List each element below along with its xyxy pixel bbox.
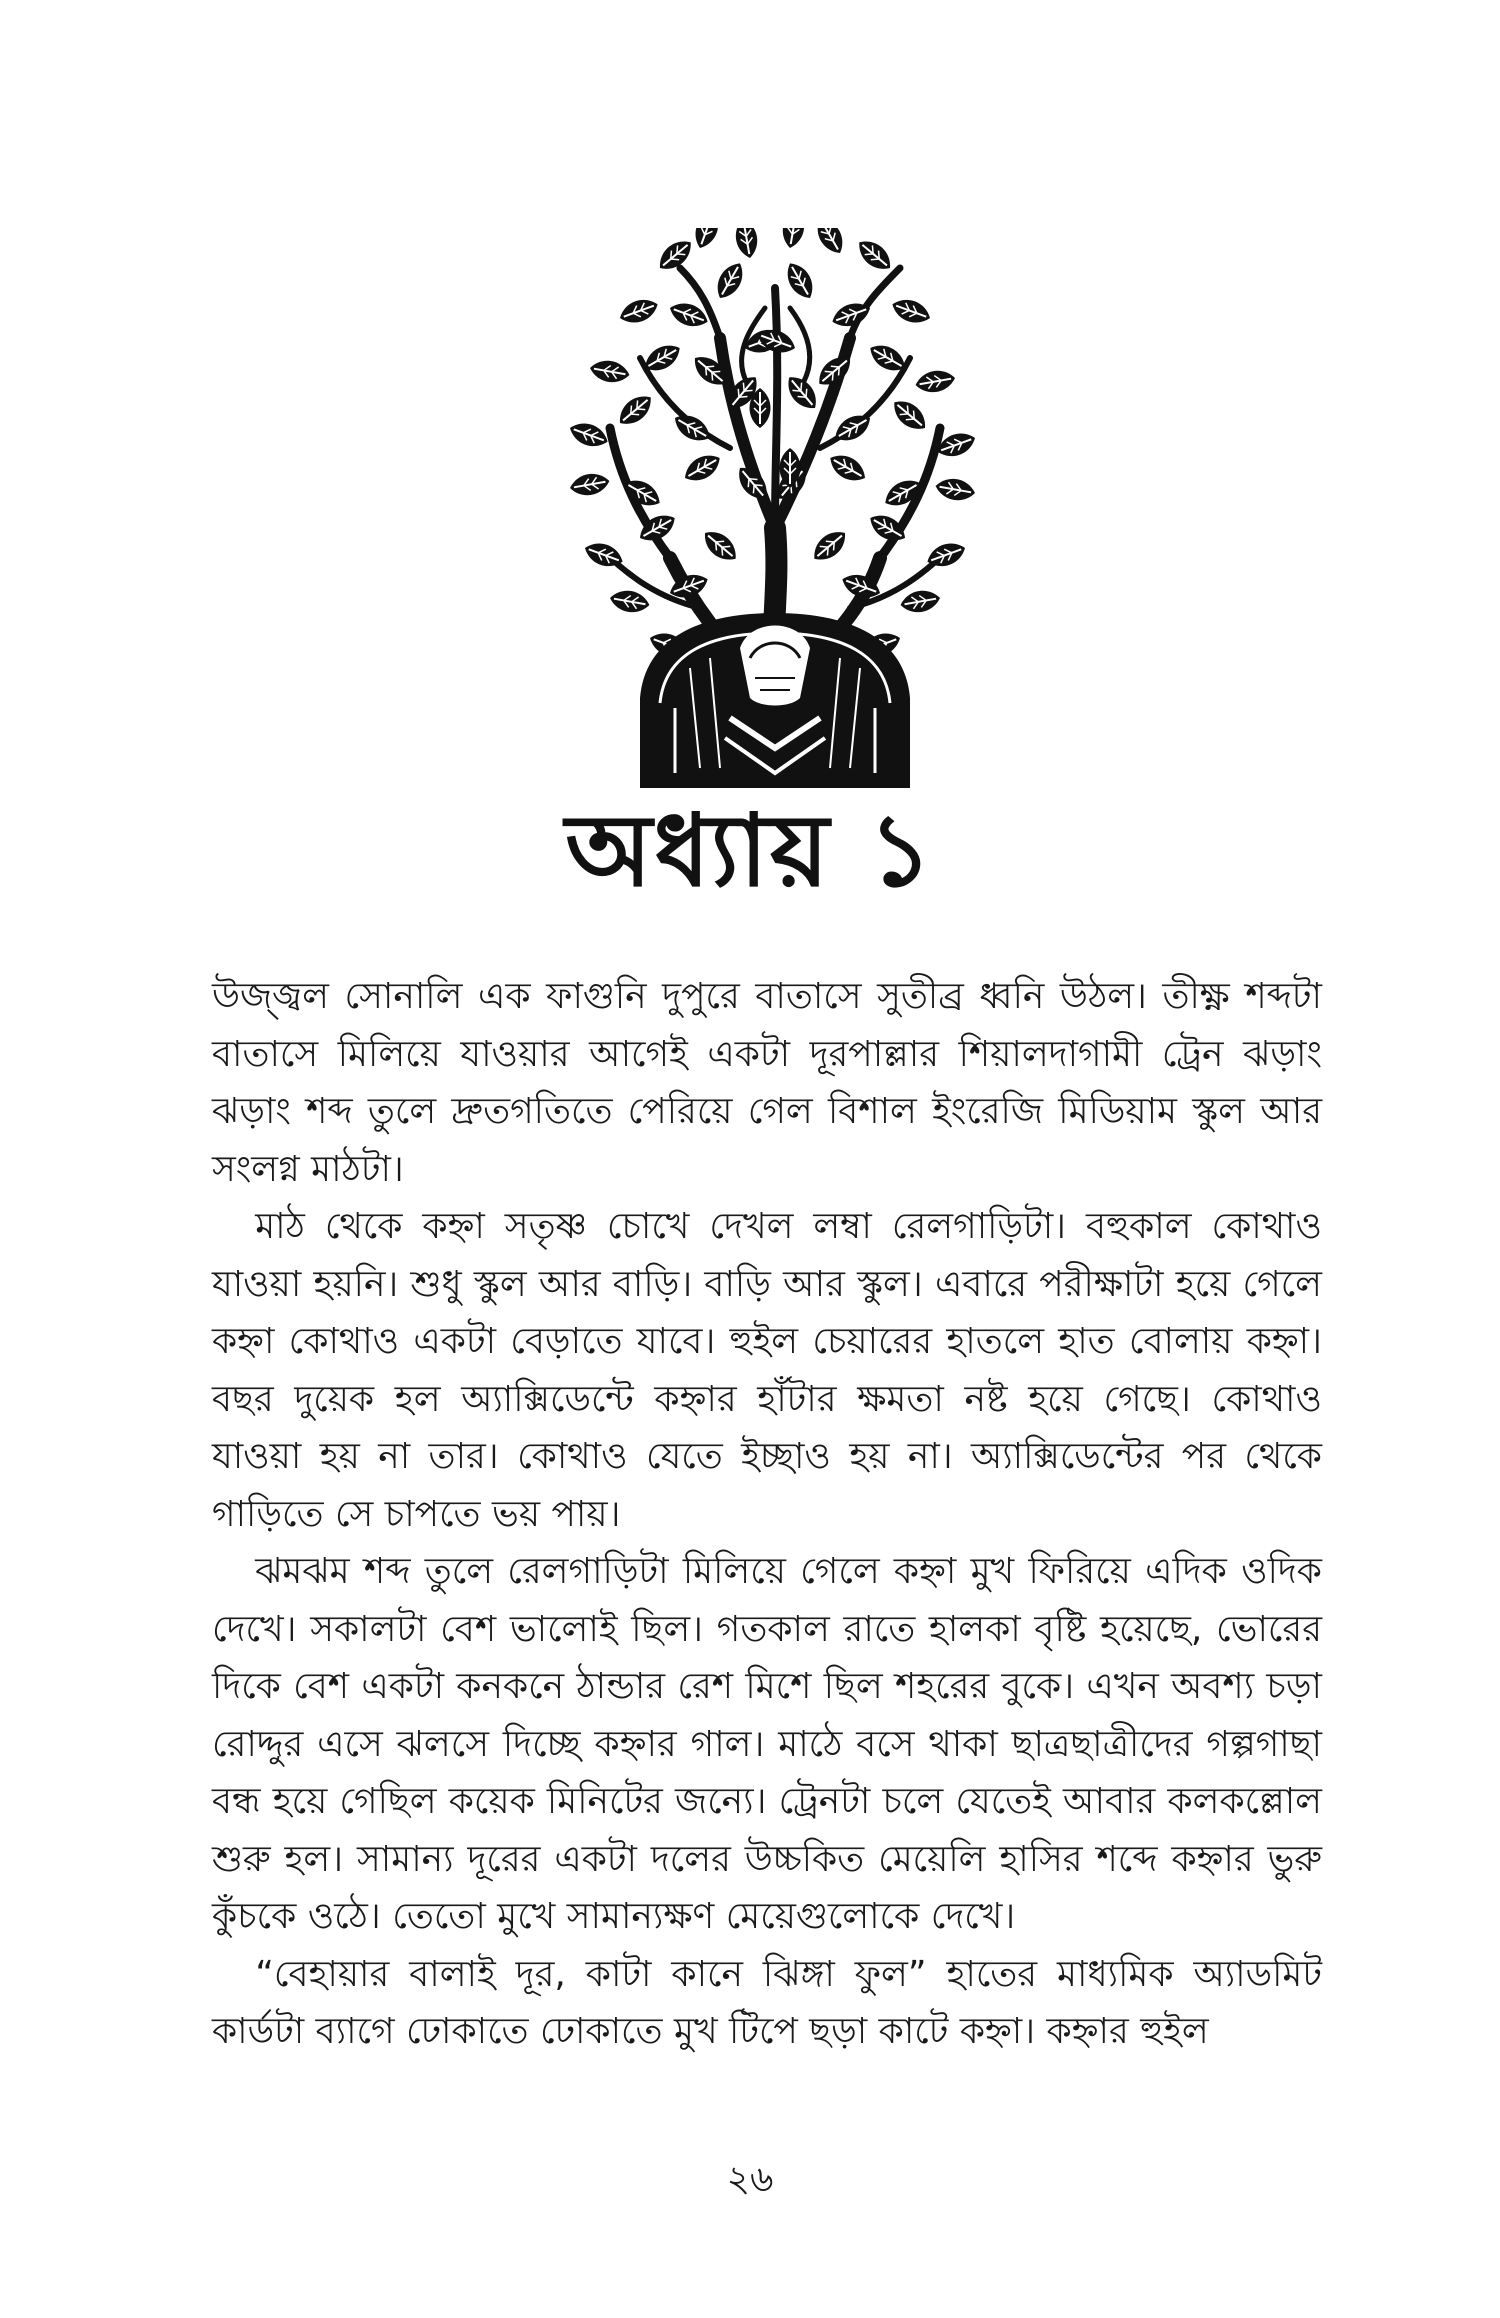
body-text (212, 968, 1322, 2061)
page-number: ২৬ (726, 2159, 774, 2200)
paragraph: “বেহায়ার বালাই দূর, কাটা কানে ঝিঙ্গা ফুল” হাতের মাধ্যমিক অ্যাডমিট কার্ডটা ব্যাগে ঢোকাতে ঢোকাতে মুখ টিপে ছড়া কাটে কহ্না। কহ্নার হুইল (212, 1953, 1322, 2052)
paragraph: মাঠ থেকে কহ্না সতৃষ্ণ চোখে দেখল লম্বা রেলগাড়িটা। বহুকাল কোথাও যাওয়া হয়নি। শুধু স্কুল আর বাড়ি। বাড়ি আর স্কুল। এবারে পরীক্ষাটা হয়ে গেলে কহ্না কোথাও একটা বেড়াতে যাবে। হুইল চেয়ারের হাতলে হাত বোলায় কহ্না। বছর দুয়েক হল অ্যাক্সিডেন্টে কহ্নার হাঁটার ক্ষমতা নষ্ট হয়ে গেছে। কোথাও যাওয়া হয় না তার। কোথাও যেতে ইচ্ছাও হয় না। অ্যাক্সিডেন্টের পর থেকে গাড়িতে সে চাপতে ভয় পায়। (212, 1206, 1322, 1535)
paragraph: উজ্জ্বল সোনালি এক ফাগুনি দুপুরে বাতাসে সুতীব্র ধ্বনি উঠল। তীক্ষ্ণ শব্দটা বাতাসে মিলিয়ে যাওয়ার আগেই একটা দূরপাল্লার শিয়ালদাগামী ট্রেন ঝড়াং ঝড়াং শব্দ তুলে দ্রুতগতিতে পেরিয়ে গেল বিশাল ইংরেজি মিডিয়াম স্কুল আর সংলগ্ন মাঠটা। (212, 976, 1322, 1190)
paragraph: ঝমঝম শব্দ তুলে রেলগাড়িটা মিলিয়ে গেলে কহ্না মুখ ফিরিয়ে এদিক ওদিক দেখে। সকালটা বেশ ভালোই ছিল। গতকাল রাতে হালকা বৃষ্টি হয়েছে, ভোরের দিকে বেশ একটা কনকনে ঠান্ডার রেশ মিশে ছিল শহরের বুকে। এখন অবশ্য চড়া রোদ্দুর এসে ঝলসে দিচ্ছে কহ্নার গাল। মাঠে বসে থাকা ছাত্রছাত্রীদের গল্পগাছা বন্ধ হয়ে গেছিল কয়েক মিনিটের জন্যে। ট্রেনটা চলে যেতেই আবার কলকল্লোল শুরু হল। সামান্য দূরের একটা দলের উচ্চকিত মেয়েলি হাসির শব্দে কহ্নার ভুরু কুঁচকে ওঠে। তেতো মুখে সামান্যক্ষণ মেয়েগুলোকে দেখে। (212, 1551, 1322, 1937)
chapter-title: অধ্যায় ১ (565, 791, 935, 909)
tree-ornament-icon (550, 228, 1000, 788)
